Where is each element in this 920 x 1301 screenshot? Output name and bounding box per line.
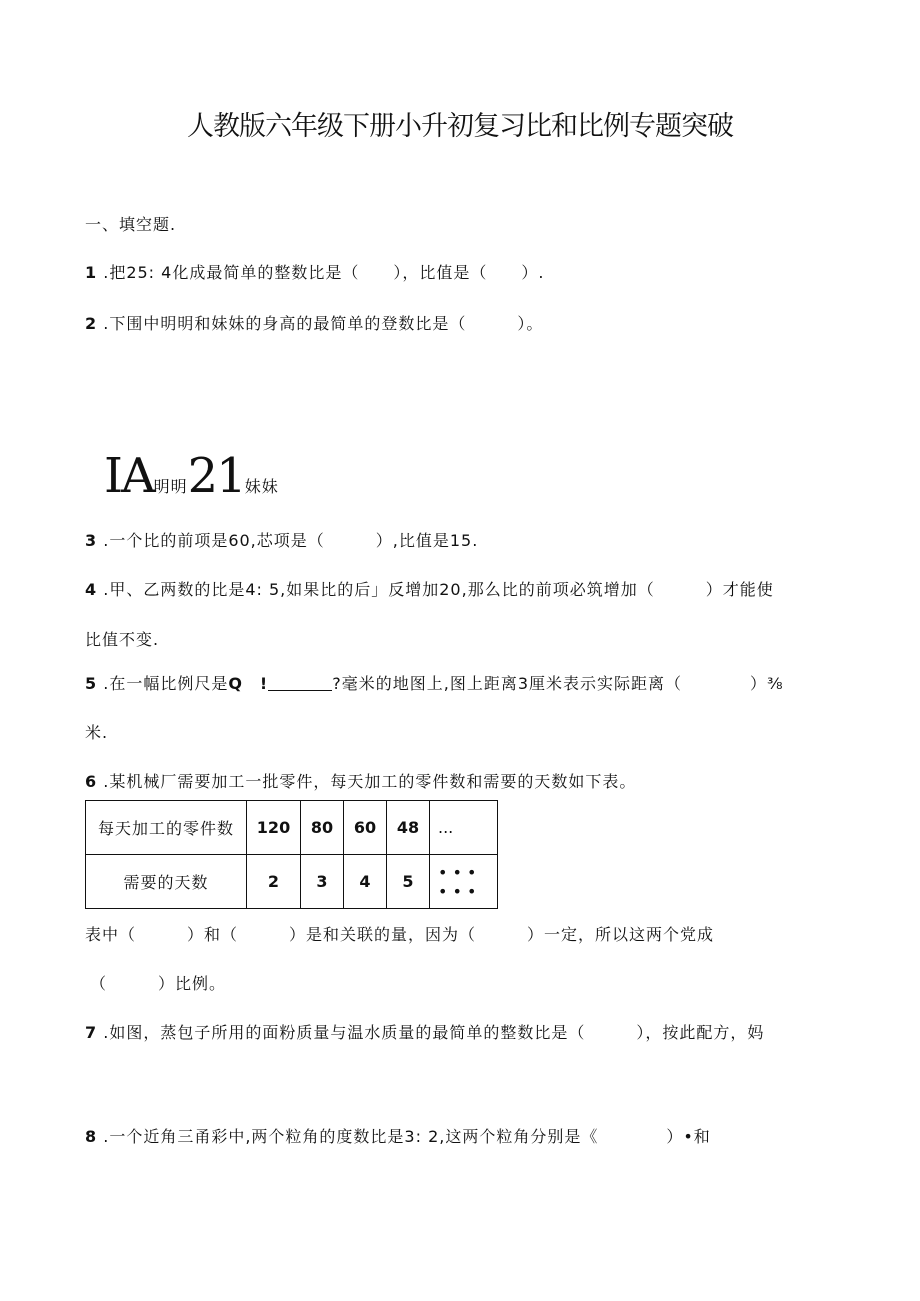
table-row (86, 855, 498, 909)
table-cell: 每天加工的零件数 (86, 801, 247, 855)
parts-table (85, 800, 498, 909)
question-1 (85, 260, 544, 283)
question-number: 1 (85, 263, 98, 282)
question-text-b: ?毫米的地图上,图上距离3厘米表示实际距离（ ）⅜ (332, 674, 784, 693)
table-cell: 120 (247, 801, 301, 855)
dots-bottom: • • • (438, 881, 477, 901)
question-5 (85, 671, 784, 694)
question-5-continued: 米. (85, 723, 109, 742)
figure-glyph-2: 21 (187, 448, 245, 504)
question-number: 4 (85, 580, 98, 599)
height-figure (104, 448, 279, 504)
question-text-a: .在一幅比例尺是 (103, 674, 229, 693)
question-number: 7 (85, 1023, 98, 1042)
table-cell: 80 (301, 801, 344, 855)
question-text: .把25: 4化成最简单的整数比是（ ），比值是（ ）. (103, 263, 545, 282)
question-number: 8 (85, 1127, 98, 1146)
question-number: 2 (85, 314, 98, 333)
table-cell (430, 855, 498, 909)
question-number: 3 (85, 531, 98, 550)
table-cell: ... (430, 801, 498, 855)
table-cell: 48 (387, 801, 430, 855)
question-number: 5 (85, 674, 98, 693)
figure-label-mingming: 明明 (153, 477, 188, 496)
question-text: .一个比的前项是60,芯项是（ ）,比值是15. (103, 531, 479, 550)
question-4 (85, 577, 774, 600)
table-cell: 2 (247, 855, 301, 909)
section-heading: 一、填空题. (85, 215, 177, 234)
table-row (86, 801, 498, 855)
table-cell: 4 (344, 855, 387, 909)
question-8 (85, 1124, 711, 1147)
figure-label-meimei: 妹妹 (244, 477, 279, 496)
question-6-line-2: （ ）比例。 (90, 974, 227, 993)
question-number: 6 (85, 772, 98, 791)
question-2 (85, 311, 543, 334)
question-4-continued: 比值不变. (85, 630, 160, 649)
question-7 (85, 1020, 764, 1043)
question-3 (85, 528, 478, 551)
scale-underline (228, 674, 332, 693)
question-6 (85, 769, 636, 792)
question-6-line-1: 表中（ ）和（ ）是和关联的量，因为（ ）一定，所以这两个党成 (85, 925, 715, 944)
table-cell: 需要的天数 (86, 855, 247, 909)
scale-text: Q ! (228, 674, 269, 693)
table-cell: 5 (387, 855, 430, 909)
table-cell: 3 (301, 855, 344, 909)
question-text: .如图，蒸包子所用的面粉质量与温水质量的最简单的整数比是（ ），按此配方，妈 (103, 1023, 765, 1042)
table-cell: 60 (344, 801, 387, 855)
figure-glyph-1: IA (104, 448, 154, 504)
dots-top: • • • (438, 862, 477, 882)
question-text: .某机械厂需要加工一批零件，每天加工的零件数和需要的天数如下表。 (103, 772, 637, 791)
scale-blank (268, 672, 332, 691)
question-text: .下围中明明和妹妹的身高的最简单的登数比是（ ）。 (103, 314, 544, 333)
question-text: .甲、乙两数的比是4: 5,如果比的后」反增加20,那么比的前项必筑增加（ ）才能使 (103, 580, 774, 599)
question-text: .一个近角三甬彩中,两个粒角的度数比是3: 2,这两个粒角分别是《 ）•和 (103, 1127, 711, 1146)
page-title: 人教版六年级下册小升初复习比和比例专题突破 (187, 111, 733, 142)
